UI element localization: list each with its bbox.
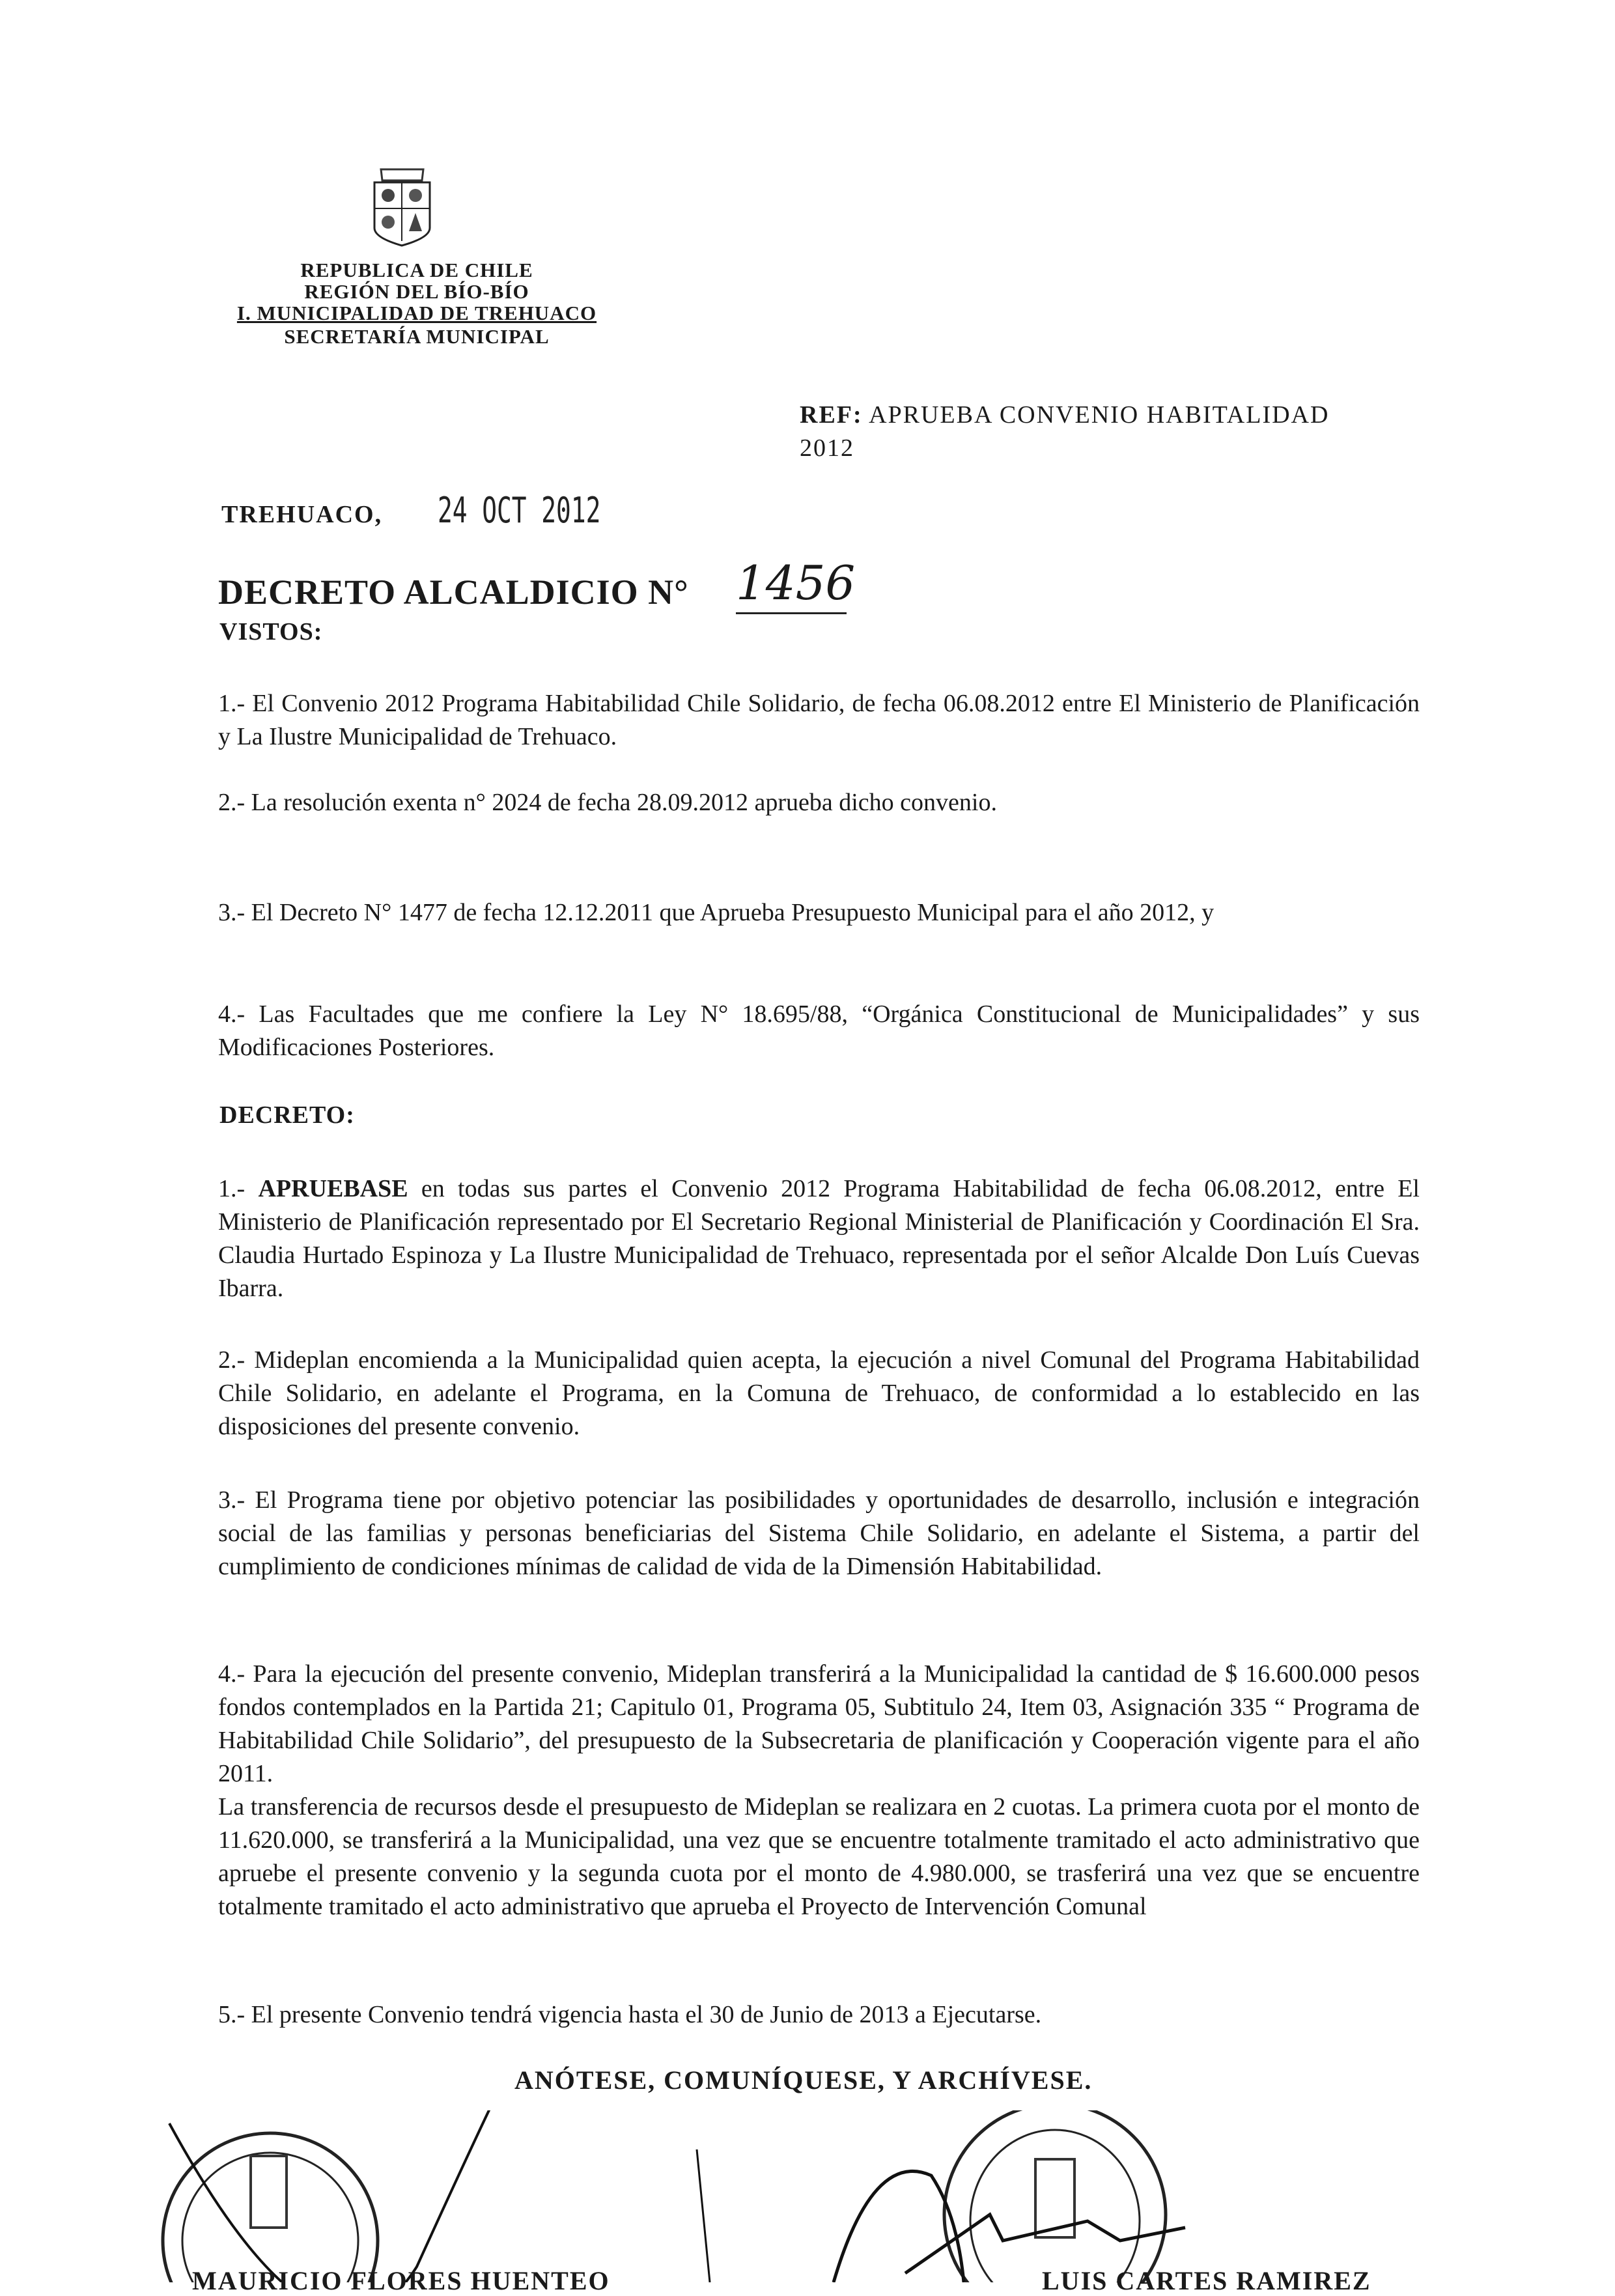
vistos-title: VISTOS: bbox=[219, 618, 323, 645]
item-text: en todas sus partes el Convenio 2012 Programa Habitabilidad de fecha 06.08.2012, entre El Ministerio de Planificación representado por El Secretario Regional Ministerial de Planificación y Coordinación El Sra. Claudia Hurtado Espinoza y La Ilustre Municipalidad de Trehuaco, representada por el señor Alcalde Don Luís Cuevas Ibarra. bbox=[218, 1175, 1420, 1302]
vistos-item-2: 2.- La resolución exenta n° 2024 de fecha 28.09.2012 aprueba dicho convenio. bbox=[218, 789, 997, 816]
vistos-item-4: 4.- Las Facultades que me confiere la Ley N° 18.695/88, “Orgánica Constitucional de Municipalidades” y sus Modificaciones Posteriores. bbox=[218, 1000, 1420, 1061]
secretary-signature bbox=[169, 2110, 508, 2282]
ref-text-year: 2012 bbox=[800, 434, 854, 462]
secretary-seal bbox=[163, 2133, 378, 2282]
item-number: 1.- bbox=[218, 1175, 259, 1202]
seals-and-signatures bbox=[143, 2110, 1381, 2282]
place-label: TREHUACO, bbox=[221, 501, 383, 528]
decreto-item-4: 4.- Para la ejecución del presente convenio, Mideplan transferirá a la Municipalidad la cantidad de $ 16.600.000 pesos fondos contemplados en la Partida 21; Capitulo 01, Programa 05, Subtitulo 24, Item 03, Asignación 335 “ Programa de Habitabilidad Chile Solidario”, del presupuesto de la Subsecretaria de planificación y Cooperación vigente para el año 2011. bbox=[218, 1660, 1420, 1787]
header-line-municipality: I. MUNICIPALIDAD DE TREHUACO bbox=[236, 302, 597, 324]
vistos-item-1: 1.- El Convenio 2012 Programa Habitabilidad Chile Solidario, de fecha 06.08.2012 entre El Ministerio de Planificación y La Ilustre Municipalidad de Trehuaco. bbox=[218, 690, 1420, 750]
header-line-region: REGIÓN DEL BÍO-BÍO bbox=[304, 280, 529, 303]
ref-text: APRUEBA CONVENIO HABITALIDAD bbox=[869, 401, 1330, 429]
header-line-secretariat: SECRETARÍA MUNICIPAL bbox=[284, 325, 550, 348]
decreto-item-5: 5.- El presente Convenio tendrá vigencia hasta el 30 de Junio de 2013 a Ejecutarse. bbox=[218, 2001, 1042, 2028]
mayor-seal bbox=[944, 2110, 1166, 2282]
municipal-crest-logo bbox=[365, 166, 440, 248]
date-stamp: 24 OCT 2012 bbox=[438, 490, 601, 531]
item-keyword: APRUEBASE bbox=[258, 1175, 408, 1202]
decree-title: DECRETO ALCALDICIO N° bbox=[218, 573, 689, 612]
vistos-item-3: 3.- El Decreto N° 1477 de fecha 12.12.2011 que Aprueba Presupuesto Municipal para el año 2012, y bbox=[218, 899, 1215, 926]
decreto-item-3: 3.- El Programa tiene por objetivo potenciar las posibilidades y oportunidades de desarrollo, inclusión e integración social de las familias y personas beneficiarias del Sistema Chile Solidario, en adelante el Sistema, a partir del cumplimiento de condiciones mínimas de calidad de vida de la Dimensión Habitabilidad. bbox=[218, 1486, 1420, 1580]
signatory-mayor: LUIS CARTES RAMIREZ bbox=[1042, 2266, 1371, 2295]
signatory-secretary: MAURICIO FLORES HUENTEO bbox=[192, 2266, 610, 2295]
decreto-item-4-transfer: La transferencia de recursos desde el presupuesto de Mideplan se realizara en 2 cuotas. La primera cuota por el monto de 11.620.000, se transferirá a la Municipalidad, una vez que se encuentre totalmente tramitado el acto administrativo que apruebe el presente convenio y la segunda cuota por el monto de 4.980.000, se trasferirá una vez que se encuentre totalmente tramitado el acto administrativo que aprueba el Proyecto de Intervención Comunal bbox=[218, 1793, 1420, 1920]
decree-number-handwritten: 1456 bbox=[736, 554, 847, 614]
ref-label: REF: bbox=[800, 401, 863, 429]
decreto-title: DECRETO: bbox=[219, 1101, 355, 1129]
decreto-item-1 bbox=[218, 1172, 1420, 1305]
reference bbox=[800, 399, 1329, 465]
decreto-item-2: 2.- Mideplan encomienda a la Municipalidad quien acepta, la ejecución a nivel Comunal del Programa Habitabilidad Chile Solidario, en adelante el Programa, en la Comuna de Trehuaco, de conformidad a lo establecido en las disposiciones del presente convenio. bbox=[218, 1346, 1420, 1440]
header-line-country: REPUBLICA DE CHILE bbox=[300, 259, 533, 281]
closing-formula: ANÓTESE, COMUNÍQUESE, Y ARCHÍVESE. bbox=[514, 2065, 1093, 2095]
